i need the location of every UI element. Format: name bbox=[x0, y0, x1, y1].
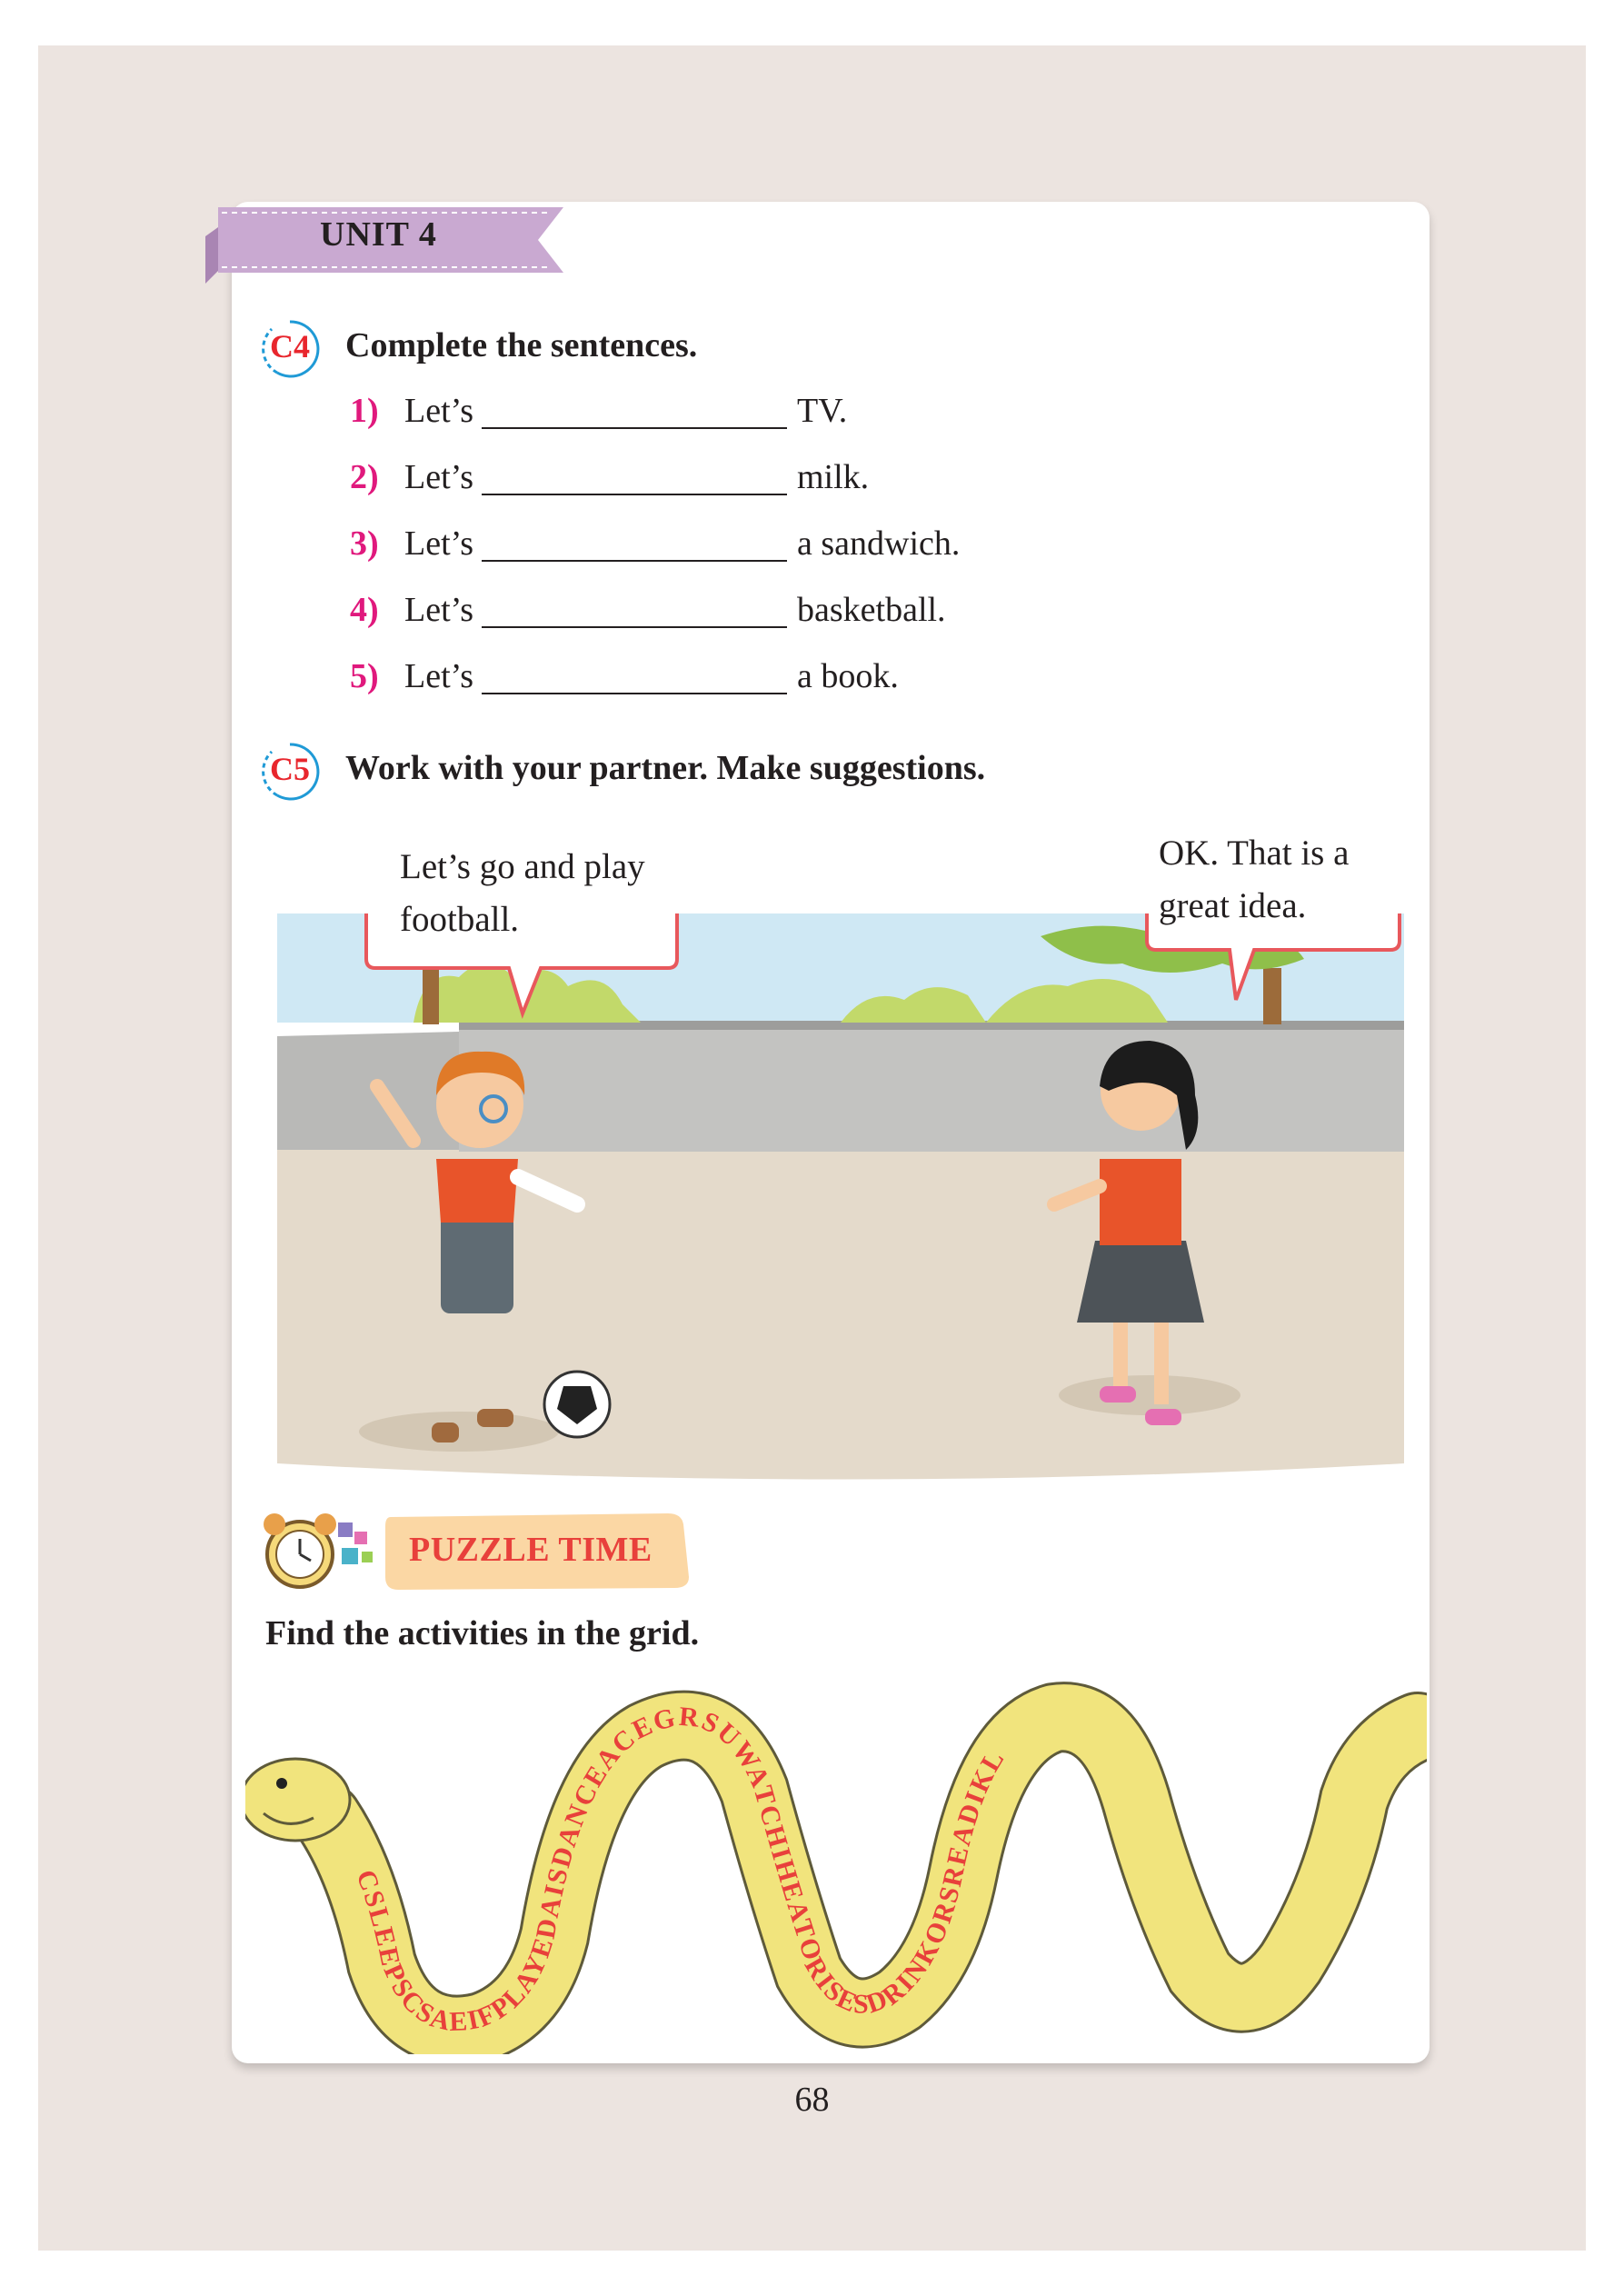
puzzle-instruction: Find the activities in the grid. bbox=[265, 1614, 700, 1652]
girl-bubble-text bbox=[1159, 827, 1349, 933]
item-end: TV. bbox=[797, 392, 848, 430]
item-start: Let’s bbox=[404, 392, 473, 430]
item-number: 5) bbox=[350, 657, 379, 695]
item-end: a sandwich. bbox=[797, 524, 961, 563]
answer-blank[interactable] bbox=[482, 427, 787, 429]
girl-bubble-line-2: great idea. bbox=[1159, 886, 1307, 925]
item-number: 2) bbox=[350, 458, 379, 496]
football bbox=[544, 1372, 610, 1437]
item-number: 1) bbox=[350, 392, 379, 430]
c5-badge: C5 bbox=[270, 751, 310, 787]
item-end: basketball. bbox=[797, 591, 946, 629]
answer-blank[interactable] bbox=[482, 693, 787, 694]
snake-head bbox=[245, 1759, 350, 1841]
girl-bubble-line-1: OK. That is a bbox=[1159, 834, 1350, 873]
puzzle-time-label: PUZZLE TIME bbox=[409, 1531, 653, 1569]
c4-instruction: Complete the sentences. bbox=[345, 326, 698, 364]
snake-eye bbox=[276, 1778, 287, 1789]
snake-letter-grid bbox=[245, 1663, 1427, 2054]
item-number: 3) bbox=[350, 524, 379, 563]
item-end: milk. bbox=[797, 458, 870, 496]
item-start: Let’s bbox=[404, 657, 473, 695]
item-start: Let’s bbox=[404, 524, 473, 563]
answer-blank[interactable] bbox=[482, 494, 787, 495]
boy-bubble-line-2: football. bbox=[400, 900, 520, 939]
playground-illustration bbox=[277, 913, 1404, 1482]
answer-blank[interactable] bbox=[482, 626, 787, 628]
alarm-clock-icon bbox=[254, 1504, 382, 1595]
grid-letters: CSLEEPSCSAEIFPLAYEDAISDANCEACEGRSUWATCHIHEATORISESDRINKORSREADIKL bbox=[350, 1701, 1011, 2037]
unit-label: UNIT 4 bbox=[320, 215, 437, 254]
item-number: 4) bbox=[350, 591, 379, 629]
puzzle-pieces-icon bbox=[338, 1522, 373, 1564]
answer-blank[interactable] bbox=[482, 560, 787, 562]
boy-bubble-text bbox=[400, 841, 645, 946]
item-start: Let’s bbox=[404, 591, 473, 629]
boy-bubble-line-1: Let’s go and play bbox=[400, 847, 645, 886]
item-start: Let’s bbox=[404, 458, 473, 496]
page-number: 68 bbox=[794, 2081, 830, 2119]
c5-instruction: Work with your partner. Make suggestions. bbox=[345, 749, 986, 787]
c4-badge: C4 bbox=[270, 328, 310, 364]
item-end: a book. bbox=[797, 657, 899, 695]
